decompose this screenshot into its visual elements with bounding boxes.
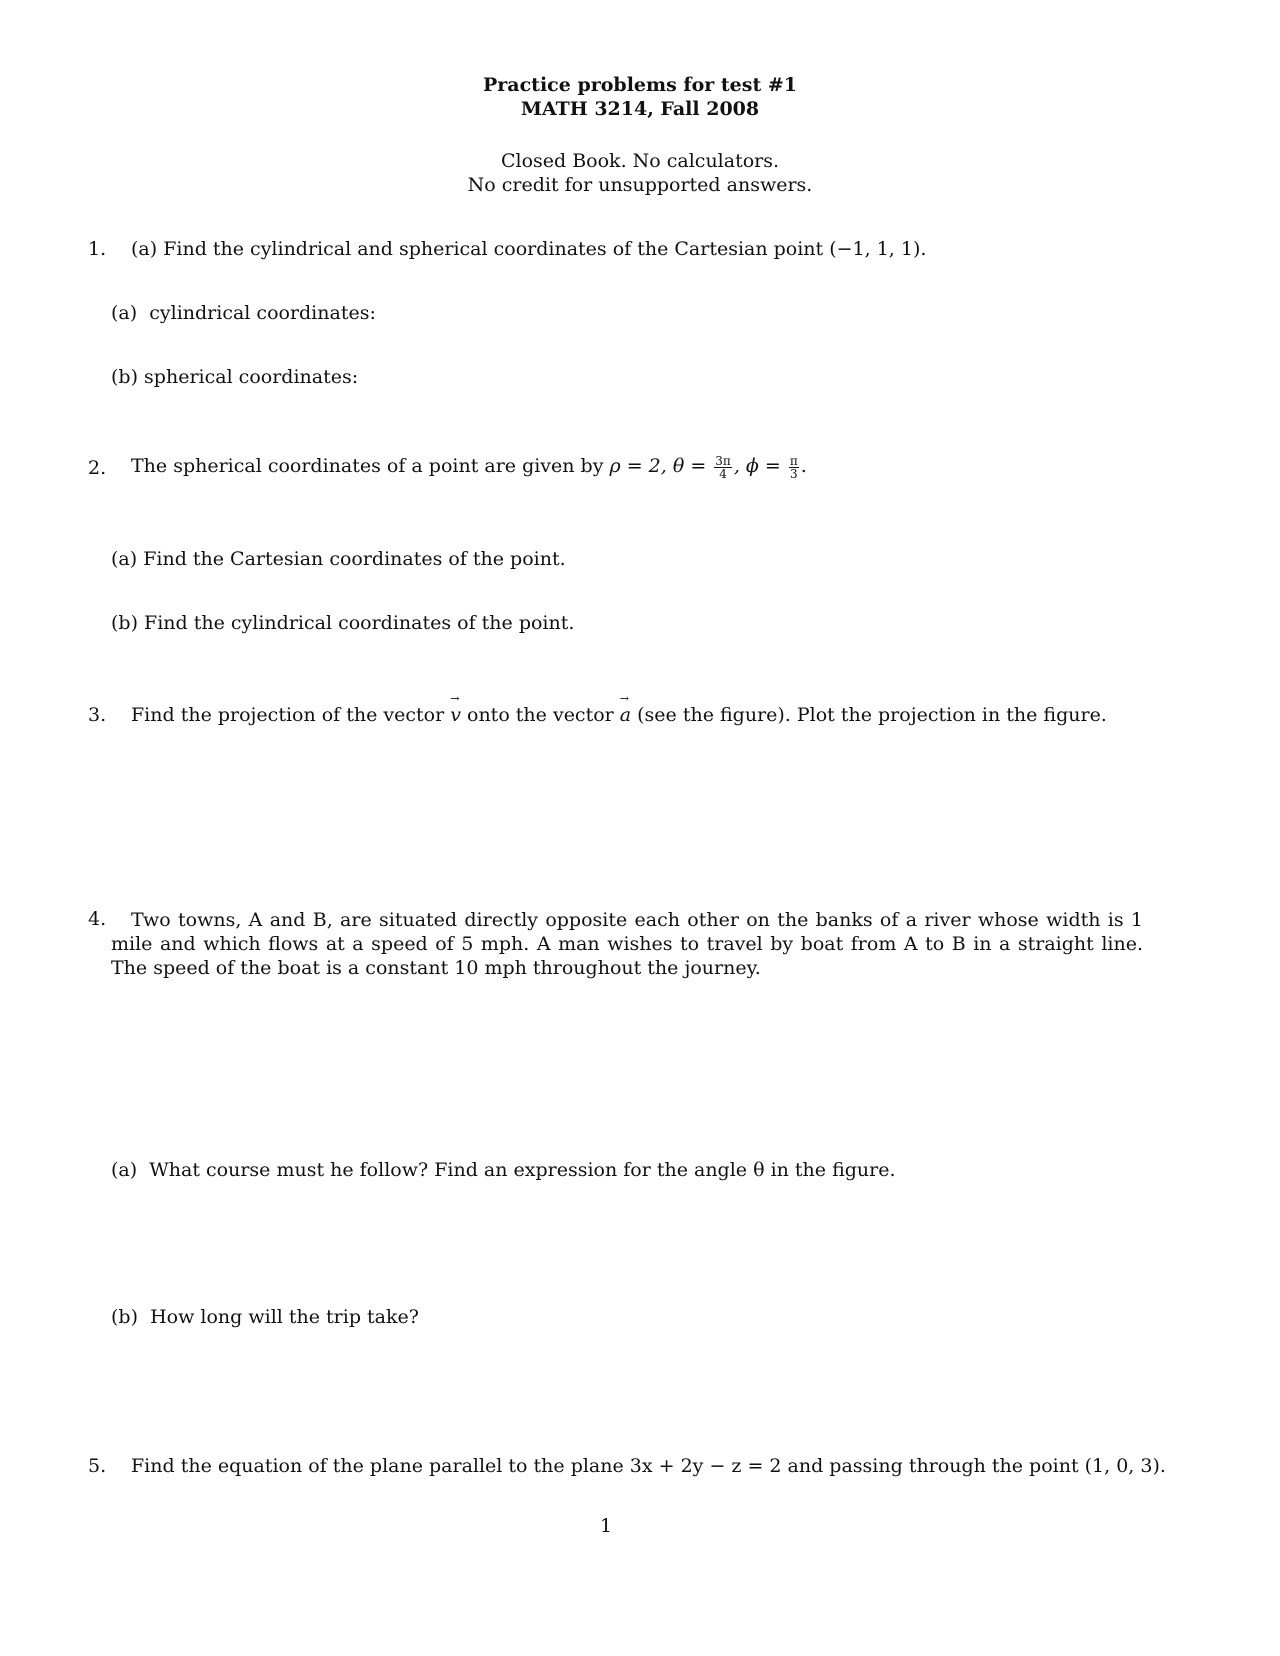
- problem-2-part-b: [111, 612, 574, 634]
- problem-3-text-c: (see the figure). Plot the projection in the figure.: [631, 704, 1107, 726]
- problem-2-prefix: The spherical coordinates of a point are given by: [131, 455, 610, 477]
- part-label: (b): [111, 1306, 138, 1328]
- problem-4-text: Two towns, A and B, are situated directly opposite each other on the banks of a river whose width is 1 mile and which flows at a speed of 5 mph. A man wishes to travel by boat from A to B in a straight line. The speed of the boat is a constant 10 mph throughout the journey.: [111, 909, 1143, 979]
- part-label: (a): [111, 302, 138, 324]
- exam-rule-1: Closed Book. No calculators.: [500, 150, 780, 172]
- theta-numerator: 3π: [715, 453, 731, 468]
- problem-3-text-a: Find the projection of the vector: [131, 704, 451, 726]
- course-subtitle: MATH 3214, Fall 2008: [520, 98, 760, 120]
- phi-denominator: 3: [789, 466, 798, 481]
- theta-fraction: [714, 455, 732, 480]
- problem-5-text: Find the equation of the plane parallel to the plane 3x + 2y − z = 2 and passing through the point (1, 0, 3).: [131, 1455, 1166, 1477]
- part-label: (b): [111, 366, 138, 388]
- phi-fraction: [789, 455, 799, 480]
- problem-4-part-a: [111, 1159, 896, 1181]
- problem-2-suffix: .: [800, 455, 807, 477]
- problem-1-part-a: [111, 302, 376, 324]
- part-text: What course must he follow? Find an expression for the angle θ in the figure.: [149, 1159, 896, 1181]
- problem-2-part-a: [111, 548, 566, 570]
- part-text: spherical coordinates:: [144, 366, 359, 388]
- phi-prefix: , ϕ =: [733, 455, 787, 477]
- problem-2-number: 2.: [88, 457, 107, 479]
- part-label: (a): [111, 1159, 138, 1181]
- problem-1-part-b: [111, 366, 358, 388]
- vector-a: → a: [620, 704, 631, 726]
- theta-denominator: 4: [719, 466, 727, 481]
- problem-2-text: [131, 450, 807, 482]
- rho-value: ρ = 2,: [609, 455, 673, 477]
- part-text: How long will the trip take?: [150, 1306, 419, 1328]
- problem-4-part-b: [111, 1306, 419, 1328]
- problem-1-number: 1.: [88, 238, 107, 260]
- page-title: Practice problems for test #1: [483, 74, 797, 96]
- phi-numerator: π: [789, 453, 798, 468]
- problem-1-text: (a) Find the cylindrical and spherical coordinates of the Cartesian point (−1, 1, 1).: [131, 238, 927, 260]
- problem-4-number: 4.: [88, 908, 107, 930]
- part-text: Find the Cartesian coordinates of the point.: [143, 548, 566, 570]
- problem-3-number: 3.: [88, 704, 107, 726]
- problem-3-text: [131, 704, 1107, 726]
- part-label: (b): [111, 612, 138, 634]
- theta-prefix: θ =: [672, 455, 713, 477]
- part-text: Find the cylindrical coordinates of the point.: [144, 612, 575, 634]
- vector-v: → v: [450, 704, 461, 726]
- exam-rule-2: No credit for unsupported answers.: [467, 174, 813, 196]
- part-label: (a): [111, 548, 138, 570]
- page-number: 1: [600, 1515, 613, 1537]
- part-text: cylindrical coordinates:: [149, 302, 376, 324]
- problem-5-number: 5.: [88, 1455, 107, 1477]
- problem-3-text-b: onto the vector: [460, 704, 620, 726]
